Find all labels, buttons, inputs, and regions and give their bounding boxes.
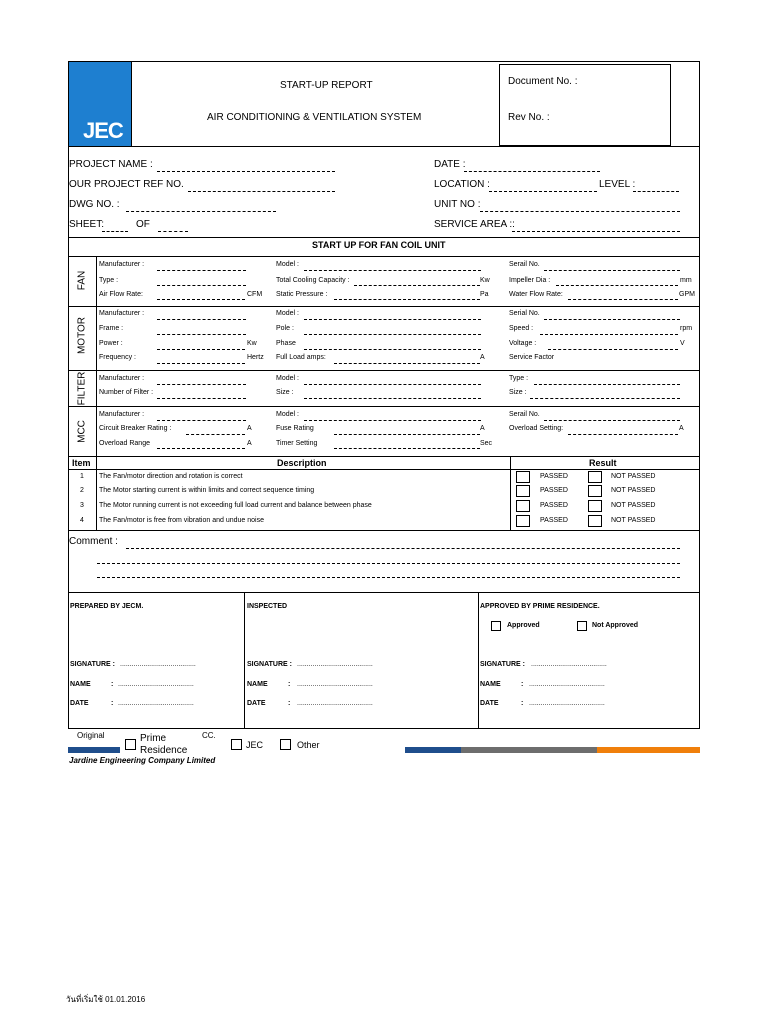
item-header: Item: [72, 458, 91, 468]
mcc-a3-unit: A: [480, 425, 485, 432]
motor-speed-field[interactable]: [540, 334, 678, 335]
not-approved-option: Not Approved: [592, 622, 639, 629]
fan-mm-unit: mm: [680, 277, 692, 284]
filter-type-field[interactable]: [534, 384, 680, 385]
fan-model-field[interactable]: [304, 270, 481, 271]
fan-static-field[interactable]: [334, 299, 480, 300]
our-ref-label: OUR PROJECT REF NO.: [69, 179, 184, 190]
prepared-date-colon: :: [111, 700, 114, 707]
fan-impeller-field[interactable]: [556, 285, 678, 286]
inspected-name-field[interactable]: .......................................: [297, 681, 373, 688]
section-title: START UP FOR FAN COIL UNIT: [312, 240, 446, 250]
mcc-serial-field[interactable]: [544, 420, 680, 421]
jec-checkbox[interactable]: [231, 739, 242, 750]
check-row-description: The Fan/motor is free from vibration and undue noise: [99, 517, 264, 524]
inspected-date-colon: :: [288, 700, 291, 707]
approved-signature-field[interactable]: .......................................: [531, 661, 607, 668]
project-name-label: PROJECT NAME :: [69, 159, 153, 170]
motor-pole-field[interactable]: [304, 334, 481, 335]
filter-type-label: Type :: [509, 375, 529, 382]
mcc-model-field[interactable]: [304, 420, 481, 421]
location-label: LOCATION :: [434, 179, 490, 190]
fan-air-flow-label: Air Flow Rate:: [99, 291, 143, 298]
mcc-manufacturer-label: Manufacturer :: [99, 411, 145, 418]
mcc-timer-field[interactable]: [334, 448, 480, 449]
passed-label: PASSED: [540, 487, 568, 494]
not-passed-label: NOT PASSED: [611, 502, 656, 509]
motor-manufacturer-field[interactable]: [157, 319, 246, 320]
other-label: Other: [297, 740, 320, 750]
motor-serial-label: Serial No.: [509, 310, 540, 317]
inspected-signature-field[interactable]: .......................................: [297, 661, 373, 668]
filter-number-field[interactable]: [157, 398, 246, 399]
motor-voltage-label: Voltage :: [509, 340, 537, 347]
approved-date-field[interactable]: .......................................: [529, 700, 605, 707]
other-checkbox[interactable]: [280, 739, 291, 750]
comment-label: Comment :: [69, 536, 118, 547]
filter-size2-label: Size :: [509, 389, 527, 396]
date-field[interactable]: [464, 171, 600, 172]
motor-frame-label: Frame :: [99, 325, 124, 332]
project-name-field[interactable]: [157, 171, 335, 172]
motor-v-unit: V: [680, 340, 685, 347]
passed-checkbox[interactable]: [516, 485, 530, 497]
prepared-name-field[interactable]: .......................................: [118, 681, 194, 688]
passed-label: PASSED: [540, 473, 568, 480]
unit-no-field[interactable]: [480, 211, 680, 212]
fan-type-field[interactable]: [157, 285, 246, 286]
mcc-overload-range-label: Overload Range: [99, 440, 150, 447]
fan-water-flow-field[interactable]: [568, 299, 678, 300]
footer-bar-blue-left: [68, 747, 120, 753]
prepared-date-label: DATE: [70, 700, 89, 707]
fan-cooling-field[interactable]: [354, 285, 480, 286]
fan-serial-label: Serail No.: [509, 261, 540, 268]
filter-section-label: FILTER: [76, 371, 88, 406]
footer-bar-orange: [597, 747, 700, 753]
fan-cooling-label: Total Cooling Capacity :: [276, 277, 350, 284]
not-passed-checkbox[interactable]: [588, 500, 602, 512]
report-subtitle: AIR CONDITIONING & VENTILATION SYSTEM: [207, 112, 422, 123]
fan-manufacturer-label: Manufacturer :: [99, 261, 145, 268]
prepared-date-field[interactable]: .......................................: [118, 700, 194, 707]
motor-full-load-field[interactable]: [334, 363, 480, 364]
cc-label: CC.: [202, 731, 216, 740]
date-label: DATE :: [434, 159, 466, 170]
service-area-label: SERVICE AREA ::: [434, 219, 515, 230]
unit-no-label: UNIT NO :: [434, 199, 481, 210]
effective-date-note: วันที่เริ่มใช้ 01.01.2016: [66, 995, 146, 1004]
motor-rpm-unit: rpm: [680, 325, 693, 332]
motor-power-label: Power :: [99, 340, 123, 347]
approved-name-label: NAME: [480, 681, 501, 688]
check-row-number: 2: [80, 487, 84, 494]
fan-static-label: Static Pressure :: [276, 291, 328, 298]
passed-label: PASSED: [540, 517, 568, 524]
filter-number-label: Number of Filter :: [99, 389, 154, 396]
fan-impeller-label: Impeller Dia :: [509, 277, 551, 284]
result-header: Result: [589, 458, 617, 468]
not-passed-checkbox[interactable]: [588, 515, 602, 527]
prime-residence-label: Prime Residence: [140, 733, 188, 756]
jec-label: JEC: [246, 740, 264, 750]
check-row-description: The Motor running current is not exceeding full load current and balance between phase: [99, 502, 372, 509]
mcc-timer-label: Timer Setting: [276, 440, 318, 447]
filter-model-label: Model :: [276, 375, 299, 382]
mcc-model-label: Model :: [276, 411, 299, 418]
approved-date-colon: :: [521, 700, 524, 707]
motor-hertz-unit: Hertz: [247, 354, 264, 361]
mcc-fuse-field[interactable]: [334, 434, 480, 435]
motor-voltage-field[interactable]: [548, 349, 678, 350]
fan-manufacturer-field[interactable]: [157, 270, 246, 271]
check-row-number: 3: [80, 502, 84, 509]
motor-a-unit: A: [480, 354, 485, 361]
comment-line-1[interactable]: [126, 548, 680, 549]
filter-manufacturer-field[interactable]: [157, 384, 246, 385]
inspected-label: INSPECTED: [247, 603, 288, 610]
filter-size-field[interactable]: [304, 398, 481, 399]
passed-checkbox[interactable]: [516, 500, 530, 512]
motor-frequency-label: Frequency :: [99, 354, 136, 361]
motor-phase-field[interactable]: [304, 349, 481, 350]
mcc-a2-unit: A: [247, 440, 252, 447]
prepared-name-label: NAME: [70, 681, 91, 688]
motor-power-field[interactable]: [157, 349, 245, 350]
approved-option: Approved: [507, 622, 540, 629]
approved-name-colon: :: [521, 681, 524, 688]
level-field[interactable]: [633, 191, 679, 192]
filter-size-label: Size :: [276, 389, 294, 396]
fan-pa-unit: Pa: [480, 291, 489, 298]
mcc-sec-unit: Sec: [480, 440, 493, 447]
fan-gpm-unit: GPM: [679, 291, 695, 298]
fan-cfm-unit: CFM: [247, 291, 263, 298]
passed-checkbox[interactable]: [516, 515, 530, 527]
motor-frame-field[interactable]: [157, 334, 246, 335]
mcc-section-label: MCC: [76, 420, 88, 443]
mcc-overload-range-field[interactable]: [157, 448, 245, 449]
logo: [69, 62, 131, 146]
motor-speed-label: Speed :: [509, 325, 534, 332]
not-passed-checkbox[interactable]: [588, 471, 602, 483]
not-passed-label: NOT PASSED: [611, 517, 656, 524]
motor-serial-field[interactable]: [544, 319, 680, 320]
motor-frequency-field[interactable]: [157, 363, 245, 364]
logo-text: JEC: [83, 118, 123, 143]
check-row-number: 1: [80, 473, 84, 480]
fan-kw-unit: Kw: [480, 277, 490, 284]
check-row-description: The Motor starting current is within limits and correct sequence timing: [99, 487, 315, 494]
rev-no-label: Rev No. :: [508, 112, 550, 123]
inspected-name-label: NAME: [247, 681, 268, 688]
motor-model-label: Model :: [276, 310, 299, 317]
motor-kw-unit: Kw: [247, 340, 257, 347]
not-passed-checkbox[interactable]: [588, 485, 602, 497]
approved-name-field[interactable]: .......................................: [529, 681, 605, 688]
level-label: LEVEL :: [599, 179, 636, 190]
not-approved-checkbox[interactable]: [577, 621, 587, 631]
fan-water-flow-label: Water Flow Rate:: [509, 291, 563, 298]
description-header: Description: [277, 458, 327, 468]
approved-by-label: APPROVED BY PRIME RESIDENCE.: [480, 603, 600, 610]
dwg-no-label: DWG NO. :: [69, 199, 120, 210]
company-name: Jardine Engineering Company Limited: [69, 756, 216, 765]
inspected-name-colon: :: [288, 681, 291, 688]
prepared-signature-field[interactable]: .......................................: [120, 661, 196, 668]
mcc-cb-rating-field[interactable]: [186, 434, 245, 435]
mcc-serial-label: Serail No.: [509, 411, 540, 418]
motor-full-load-label: Full Load amps:: [276, 354, 326, 361]
fan-serial-field[interactable]: [544, 270, 680, 271]
motor-manufacturer-label: Manufacturer :: [99, 310, 145, 317]
original-label: Original: [77, 731, 105, 740]
not-passed-label: NOT PASSED: [611, 487, 656, 494]
fan-model-label: Model :: [276, 261, 299, 268]
footer-bar-blue-right: [405, 747, 461, 753]
sheet-label: SHEET:: [69, 219, 105, 230]
inspected-date-label: DATE: [247, 700, 266, 707]
comment-line-3[interactable]: [97, 577, 680, 578]
dwg-no-field[interactable]: [126, 211, 276, 212]
motor-section-label: MOTOR: [76, 316, 88, 355]
approved-date-label: DATE: [480, 700, 499, 707]
motor-model-field[interactable]: [304, 319, 481, 320]
passed-label: PASSED: [540, 502, 568, 509]
mcc-a1-unit: A: [247, 425, 252, 432]
mcc-cb-rating-label: Circuit Breaker Rating :: [99, 425, 172, 432]
our-ref-field[interactable]: [188, 191, 335, 192]
approved-signature-label: SIGNATURE :: [480, 661, 525, 668]
inspected-date-field[interactable]: .......................................: [297, 700, 373, 707]
comment-line-2[interactable]: [97, 563, 680, 564]
prepared-by-label: PREPARED BY JECM.: [70, 603, 144, 610]
of-field[interactable]: [158, 231, 188, 232]
document-no-label: Document No. :: [508, 76, 578, 87]
of-label: OF: [136, 219, 150, 230]
fan-section-label: FAN: [76, 270, 88, 291]
fan-type-label: Type :: [99, 277, 119, 284]
check-row-number: 4: [80, 517, 84, 524]
approved-checkbox[interactable]: [491, 621, 501, 631]
check-row-description: The Fan/motor direction and rotation is correct: [99, 473, 243, 480]
mcc-overload-setting-field[interactable]: [568, 434, 678, 435]
motor-service-factor-label: Service Factor: [509, 354, 555, 361]
mcc-manufacturer-field[interactable]: [157, 420, 246, 421]
footer-bar-gray: [461, 747, 597, 753]
mcc-a4-unit: A: [679, 425, 684, 432]
report-title: START-UP REPORT: [280, 80, 373, 91]
inspected-signature-label: SIGNATURE :: [247, 661, 292, 668]
motor-phase-label: Phase: [276, 340, 296, 347]
mcc-overload-setting-label: Overload Setting:: [509, 425, 564, 432]
prime-residence-checkbox[interactable]: [125, 739, 136, 750]
location-field[interactable]: [489, 191, 597, 192]
motor-pole-label: Pole :: [276, 325, 294, 332]
filter-size2-field[interactable]: [530, 398, 680, 399]
prepared-signature-label: SIGNATURE :: [70, 661, 115, 668]
fan-air-flow-field[interactable]: [157, 299, 245, 300]
filter-model-field[interactable]: [304, 384, 481, 385]
filter-manufacturer-label: Manufacturer :: [99, 375, 145, 382]
sheet-field[interactable]: [102, 231, 128, 232]
not-passed-label: NOT PASSED: [611, 473, 656, 480]
prepared-name-colon: :: [111, 681, 114, 688]
passed-checkbox[interactable]: [516, 471, 530, 483]
service-area-field[interactable]: [512, 231, 680, 232]
mcc-fuse-label: Fuse Rating: [276, 425, 314, 432]
